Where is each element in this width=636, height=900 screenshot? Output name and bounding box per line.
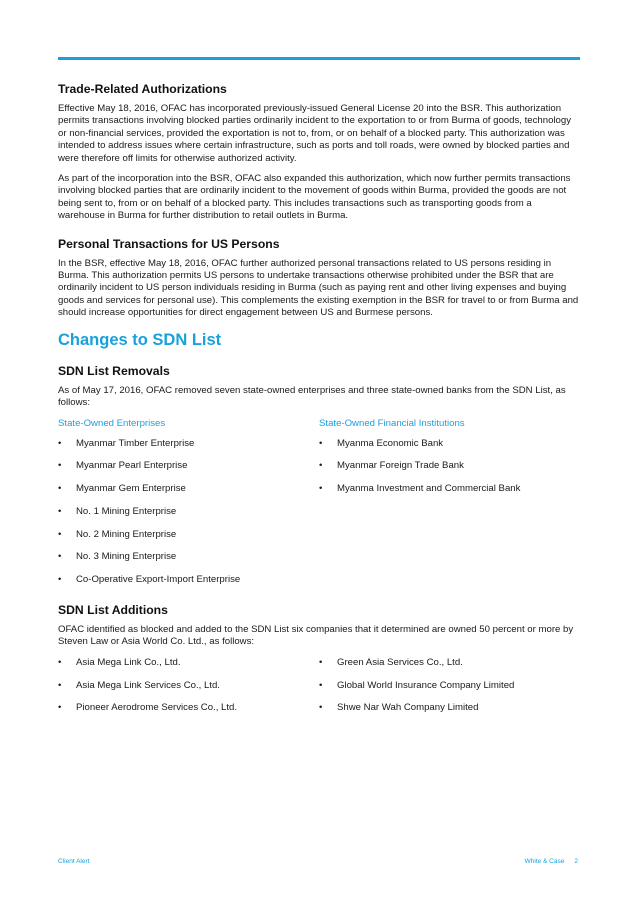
list-item: • Asia Mega Link Co., Ltd. (58, 656, 181, 668)
list-item: • Global World Insurance Company Limited (319, 679, 515, 691)
bullet-icon: • (319, 679, 323, 691)
bullet-icon: • (319, 656, 323, 668)
bullet-icon: • (58, 656, 62, 668)
footer-firm: White & Case (524, 858, 565, 865)
bullet-icon: • (58, 679, 62, 691)
list-item: • Green Asia Services Co., Ltd. (319, 656, 463, 668)
additions-right-column (319, 657, 580, 725)
footer-firm-page (525, 858, 578, 865)
trade-heading: Trade-Related Authorizations (58, 82, 227, 96)
section-title: Changes to SDN List (58, 330, 222, 349)
removals-columns (58, 418, 580, 598)
financial-institutions-column (319, 418, 580, 598)
top-accent-rule (58, 57, 580, 60)
trade-paragraph-1: Effective May 18, 2016, OFAC has incorporated previously-issued General License 20 into the BSR. This authorization permits transactions involving blocked parties ordinarily incident to the exportation to or from Burma of goods, technology or non-financial services, provided the exportation is not to, from, or on behalf of a blocked party. This authorization was intended to address issues where certain infrastructure, such as ports and toll roads, were owned by blocked parties and were therefore off limits for otherwise authorized activity. (58, 103, 571, 164)
list-item: • No. 3 Mining Enterprise (58, 551, 177, 563)
additions-right-list (319, 657, 580, 715)
bullet-icon: • (319, 702, 323, 714)
removals-intro: As of May 17, 2016, OFAC removed seven state-owned enterprises and three state-owned banks from the SDN List, as follows: (58, 384, 566, 409)
bullet-icon: • (319, 483, 323, 495)
additions-columns (58, 657, 580, 725)
list-item: • No. 2 Mining Enterprise (58, 528, 177, 540)
list-item: • Pioneer Aerodrome Services Co., Ltd. (58, 702, 238, 714)
enterprises-heading: State-Owned Enterprises (58, 417, 166, 429)
additions-left-column (58, 657, 319, 725)
bullet-icon: • (58, 551, 62, 563)
bullet-icon: • (58, 505, 62, 517)
removals-heading: SDN List Removals (58, 363, 170, 378)
trade-paragraph-2: As part of the incorporation into the BSR, OFAC also expanded this authorization, which now further permits transactions involving blocked parties that are ordinarily incident to the movement of goods within Burma, provided the goods are not being sent to, from or on behalf of a blocked party. This includes transactions such as transporting goods from a warehouse in Burma for further distribution to retail outlets in Burma. (58, 173, 571, 222)
bullet-icon: • (319, 460, 323, 472)
additions-left-list (58, 657, 319, 715)
list-item: • Co-Operative Export-Import Enterprise (58, 574, 241, 586)
bullet-icon: • (58, 574, 62, 586)
list-item: • Myanmar Gem Enterprise (58, 483, 186, 495)
list-item: • Myanma Investment and Commercial Bank (319, 483, 521, 495)
bullet-icon: • (58, 437, 62, 449)
list-item: • Myanma Economic Bank (319, 437, 444, 449)
bullet-icon: • (58, 460, 62, 472)
enterprises-list (58, 438, 319, 587)
list-item: • Myanmar Foreign Trade Bank (319, 460, 464, 472)
additions-intro: OFAC identified as blocked and added to the SDN List six companies that it determined are owned 50 percent or more by Steven Law or Asia World Co. Ltd., as follows: (58, 624, 574, 648)
page-number: 2 (574, 858, 578, 865)
financial-institutions-heading: State-Owned Financial Institutions (319, 417, 465, 429)
additions-heading: SDN List Additions (58, 603, 168, 618)
bullet-icon: • (319, 437, 323, 449)
personal-heading: Personal Transactions for US Persons (58, 236, 280, 251)
page-content (58, 82, 580, 725)
enterprises-column (58, 418, 319, 598)
bullet-icon: • (58, 702, 62, 714)
list-item: • Asia Mega Link Services Co., Ltd. (58, 679, 220, 691)
list-item: • Myanmar Pearl Enterprise (58, 460, 188, 472)
list-item: • Shwe Nar Wah Company Limited (319, 702, 479, 714)
financial-institutions-list (319, 438, 580, 496)
list-item: • Myanmar Timber Enterprise (58, 437, 195, 449)
bullet-icon: • (58, 483, 62, 495)
personal-paragraph: In the BSR, effective May 18, 2016, OFAC further authorized personal transactions related to US persons residing in Burma. This authorization permits US persons to undertake transactions otherwise prohibited under the BSR that are ordinarily incident to US person individuals residing in Burma (such as paying rent and other living expenses and buying goods and services for personal use). This complements the existing exemption in the BSR for travel to or from Burma and should increase opportunities for direct engagement between US and Burmese persons. (58, 257, 579, 319)
bullet-icon: • (58, 528, 62, 540)
footer-label: Client Alert (58, 858, 90, 865)
list-item: • No. 1 Mining Enterprise (58, 505, 177, 517)
